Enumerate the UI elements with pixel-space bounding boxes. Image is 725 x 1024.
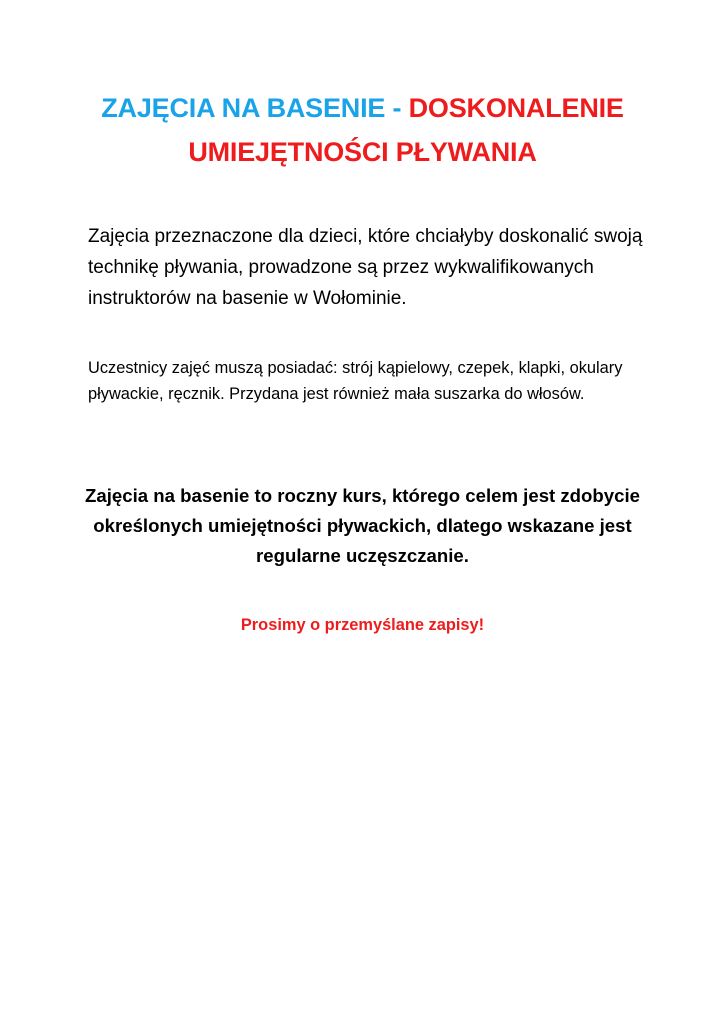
request-note: Prosimy o przemyślane zapisy! [240, 616, 485, 634]
title-part-red: DOSKONALENIE UMIEJĘTNOŚCI PŁYWANIA [188, 93, 624, 167]
title-part-blue: ZAJĘCIA NA BASENIE - [101, 93, 409, 123]
equipment-paragraph: Uczestnicy zajęć muszą posiadać: strój kąpielowy, czepek, klapki, okulary pływackie, ręcznik. Przydana jest również mała suszarka do włosów. [88, 359, 623, 403]
page-title [40, 86, 685, 174]
intro-paragraph: Zajęcia przeznaczone dla dzieci, które chciałyby doskonalić swoją technikę pływania, prowadzone są przez wykwalifikowanych instruktorów na basenie w Wołominie. [88, 226, 643, 309]
course-info-paragraph: Zajęcia na basenie to roczny kurs, którego celem jest zdobycie określonych umiejętności pływackich, dlatego wskazane jest regularne uczęszczanie. [85, 485, 640, 566]
